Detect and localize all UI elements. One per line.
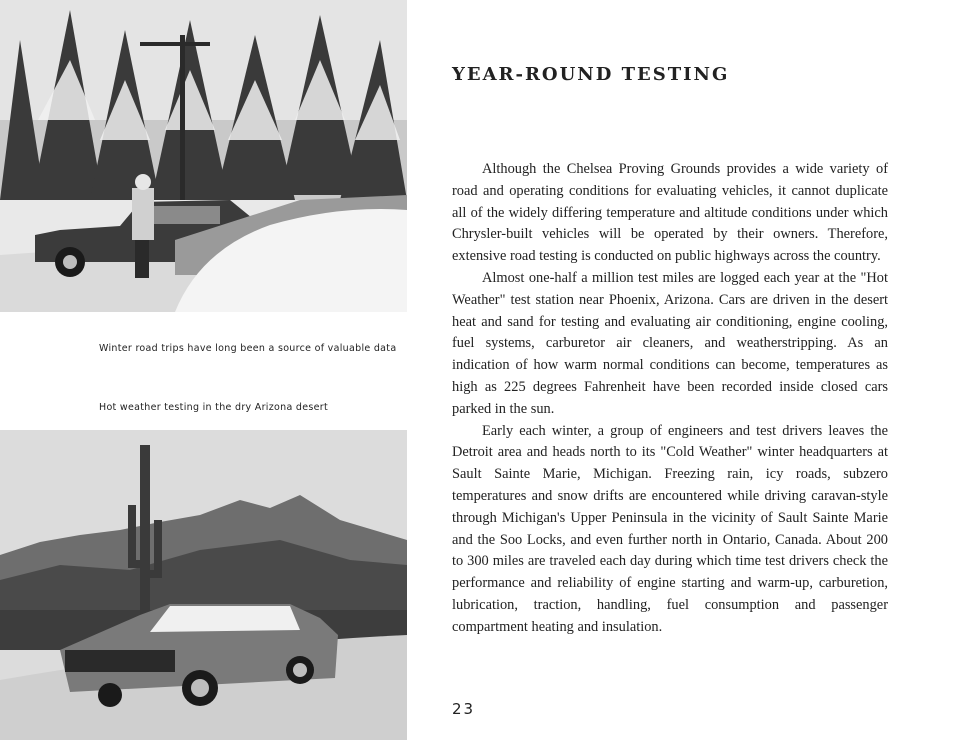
winter-road-trip-photo bbox=[0, 0, 407, 312]
paragraph: Almost one-half a million test miles are logged each year at the "Hot Weather" test station near Phoenix, Arizona. Cars are driven in the desert heat and sand for testing and evaluating air conditioning, engine cooling, fuel systems, carburetor air cleaners, and weatherstripping. As an indication of how warm normal conditions can become, temperatures as high as 225 degrees Fahrenheit have been recorded inside closed cars parked in the sun. bbox=[452, 269, 888, 417]
article-body bbox=[452, 159, 888, 639]
page-number: 23 bbox=[452, 700, 476, 718]
desert-testing-photo bbox=[0, 430, 407, 740]
page-title: YEAR-ROUND TESTING bbox=[452, 64, 730, 85]
paragraph: Although the Chelsea Proving Grounds provides a wide variety of road and operating conditions for evaluating vehicles, it cannot duplicate all of the widely differing temperature and altitude conditions under which Chrysler-built vehicles will be operated by their owners. Therefore, extensive road testing is conducted on public highways across the country. bbox=[452, 161, 888, 265]
paragraph: Early each winter, a group of engineers and test drivers leaves the Detroit area and heads north to its "Cold Weather" winter headquarters at Sault Sainte Marie, Michigan. Freezing rain, icy roads, subzero temperatures and snow drifts are encountered while driving caravan-style through Michigan's Upper Peninsula in the vicinity of Sault Sainte Marie and the Soo Locks, and even further north in Ontario, Canada. About 200 to 300 miles are traveled each day during which time test drivers check the performance and reliability of engine starting and warm-up, carburetion, lubrication, traction, handling, fuel consumption and passenger compartment heating and insulation. bbox=[452, 422, 888, 635]
desert-photo-caption: Hot weather testing in the dry Arizona desert bbox=[99, 402, 328, 413]
winter-photo-caption: Winter road trips have long been a source of valuable data bbox=[99, 343, 397, 354]
